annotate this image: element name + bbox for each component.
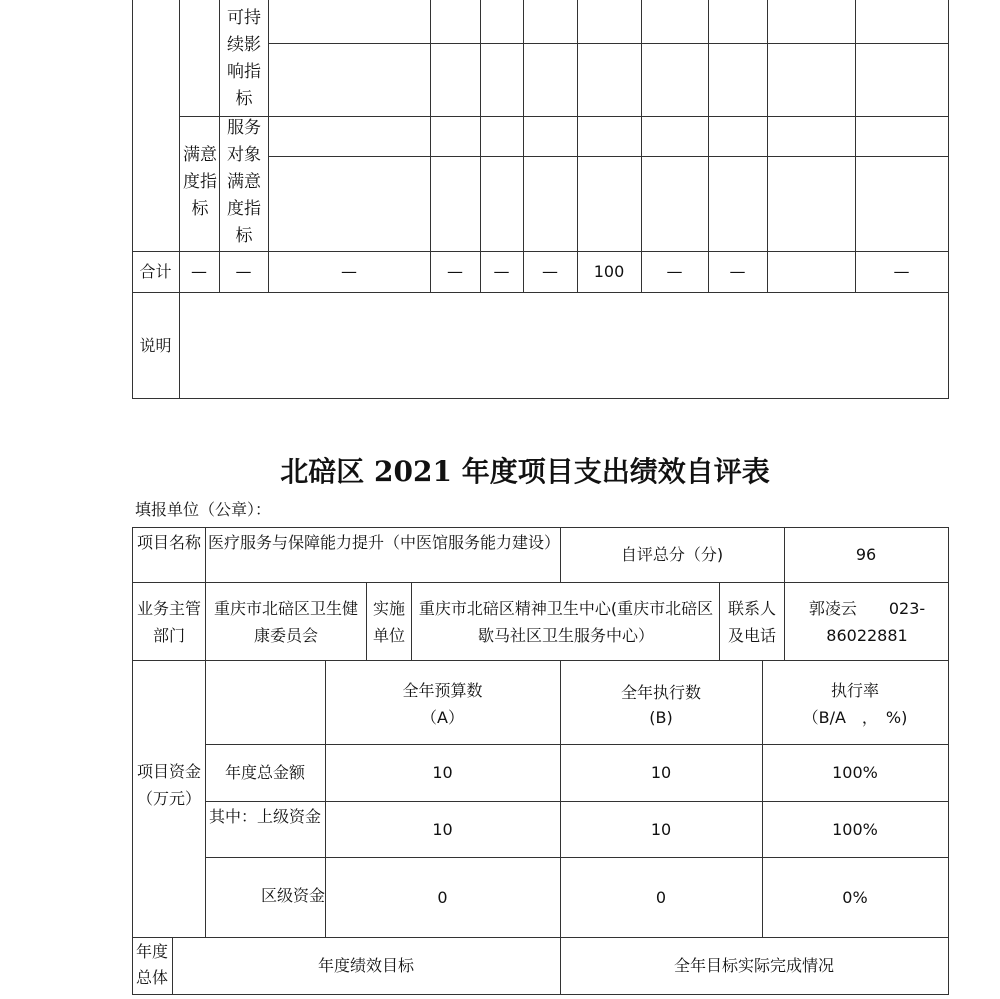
annual-goal-header: 年度绩效目标	[317, 956, 414, 975]
border-line	[268, 43, 948, 44]
exec-header: 全年执行数	[620, 683, 701, 702]
border-line	[179, 116, 948, 117]
budget-subheader: （A）	[421, 708, 464, 727]
service-satisfaction-label: 服务对象满意度指标	[227, 118, 261, 246]
total-label: 合计	[139, 262, 172, 281]
dash-cell: —	[191, 262, 207, 281]
budget-header: 全年预算数	[402, 681, 483, 700]
sustain-indicator-label: 可持续影响指标	[227, 8, 261, 109]
border-line	[205, 527, 206, 937]
dash-cell: —	[235, 262, 252, 281]
border-line	[268, 156, 948, 157]
border-line	[205, 801, 949, 802]
border-line	[366, 582, 367, 660]
border-line	[205, 857, 949, 858]
fund-row-label: 区级资金	[260, 886, 325, 905]
dash-cell: —	[666, 262, 683, 281]
rate-header: 执行率	[830, 681, 879, 700]
impl-label: 实施单位	[372, 599, 405, 645]
overall-label: 年度总体	[135, 942, 168, 987]
reporting-unit-label: 填报单位（公章）：	[135, 500, 272, 519]
project-name-label: 项目名称	[136, 533, 201, 552]
dash-cell: —	[341, 262, 357, 281]
fund-row-exec: 0	[655, 888, 667, 907]
self-score-value: 96	[855, 545, 877, 564]
fund-row-rate: 0%	[842, 888, 868, 907]
actual-completion-header: 全年目标实际完成情况	[673, 956, 834, 975]
fund-row-exec: 10	[650, 763, 672, 782]
border-line	[219, 0, 220, 292]
total-score: 100	[593, 262, 625, 281]
border-line	[948, 0, 949, 399]
note-label: 说明	[139, 336, 172, 355]
self-score-label: 自评总分（分)	[620, 545, 724, 564]
funds-label: 项目资金（万元）	[136, 762, 201, 808]
border-line	[132, 527, 133, 995]
border-line	[132, 251, 948, 252]
project-name-value: 医疗服务与保障能力提升（中医馆服务能力建设）	[208, 533, 561, 552]
border-line	[132, 398, 948, 399]
contact-value: 郭凌云 023-86022881	[808, 599, 926, 645]
border-line	[179, 0, 180, 399]
contact-label: 联系人及电话	[727, 599, 776, 645]
dash-cell: —	[542, 262, 558, 281]
dash-cell: —	[729, 262, 746, 281]
fund-row-budget: 10	[432, 820, 453, 839]
border-line	[132, 527, 949, 528]
fund-row-budget: 0	[437, 888, 448, 907]
border-line	[411, 582, 412, 660]
page-title: 北碚区 2021 年度项目支出绩效自评表	[280, 455, 770, 488]
border-line	[205, 744, 949, 745]
dept-label: 业务主管部门	[136, 599, 201, 645]
fund-row-exec: 10	[650, 820, 672, 839]
dash-cell: —	[493, 262, 510, 281]
fund-row-label: 年度总金额	[224, 763, 305, 782]
fund-row-label: 其中：上级资金	[208, 807, 321, 826]
fund-row-budget: 10	[432, 763, 453, 782]
border-line	[132, 292, 948, 293]
border-line	[132, 994, 949, 995]
border-line	[719, 582, 720, 660]
satisfaction-indicator-label: 满意度指标	[183, 145, 217, 219]
fund-row-rate: 100%	[832, 763, 878, 782]
fund-row-rate: 100%	[832, 820, 878, 839]
border-line	[132, 937, 949, 938]
border-line	[132, 582, 949, 583]
rate-subheader: （B/A ， %)	[802, 708, 908, 727]
exec-subheader: (B)	[649, 708, 673, 727]
border-line	[132, 660, 949, 661]
impl-value: 重庆市北碚区精神卫生中心(重庆市北碚区歇马社区卫生服务中心）	[418, 599, 714, 645]
dept-value: 重庆市北碚区卫生健康委员会	[213, 599, 358, 645]
dash-cell: —	[893, 262, 910, 281]
border-line	[948, 527, 949, 995]
dash-cell: —	[447, 262, 463, 281]
